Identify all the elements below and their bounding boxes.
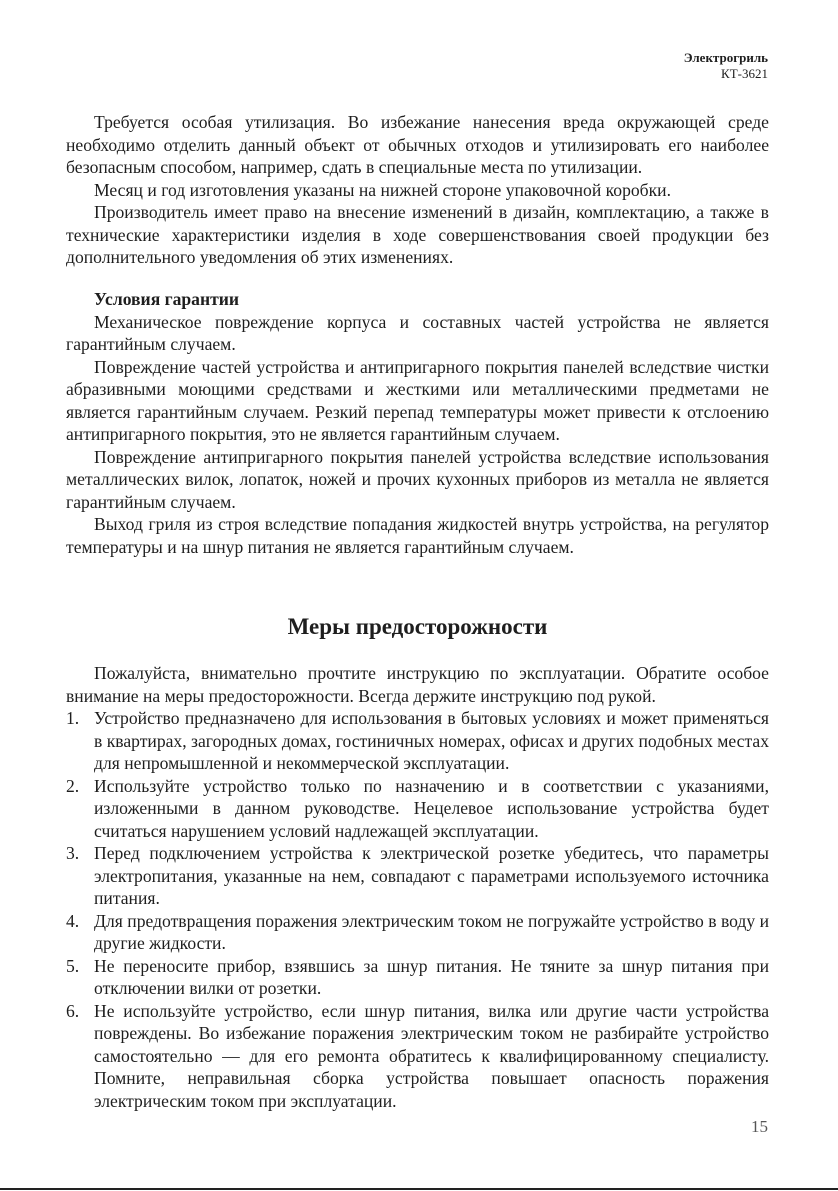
safety-intro: Пожалуйста, внимательно прочтите инструкцию по эксплуатации. Обратите особое внимание на меры предосторожности. Всегда держите инструкцию под рукой.: [66, 663, 769, 706]
list-item: [66, 955, 769, 1000]
safety-section: [66, 662, 769, 1112]
paragraph: Повреждение антипригарного покрытия панелей устройства вследствие использования металлических вилок, лопаток, ножей и прочих кухонных приборов из металла не является гарантийным случаем.: [66, 446, 769, 512]
paragraph: Требуется особая утилизация. Во избежание нанесения вреда окружающей среде необходимо отделить данный объект от обычных отходов и утилизировать его наиболее безопасным способом, например, сдать в специальные места по утилизации.: [66, 112, 769, 177]
section-title: Меры предосторожности: [287, 614, 548, 639]
list-number: 2.: [66, 775, 80, 796]
list-number: 3.: [66, 843, 80, 863]
paragraph: Механическое повреждение корпуса и составных частей устройства не является гарантийным случаем.: [66, 311, 769, 354]
warranty-heading: Условия гарантии: [94, 289, 240, 309]
page-header: [684, 50, 768, 82]
list-item: [66, 910, 769, 955]
list-item-text: Устройство предназначено для использования в бытовых условиях и может применяться в квартирах, загородных домах, гостиничных номерах, офисах и других подобных местах для непромышленной и некоммерческой эксплуатации.: [94, 708, 769, 773]
list-item: [66, 707, 769, 775]
paragraph: Выход гриля из строя вследствие попадания жидкостей внутрь устройства, на регулятор температуры и на шнур питания не является гарантийным случаем.: [66, 514, 769, 557]
list-item-text: Используйте устройство только по назначению и в соответствии с указаниями, изложенными в данном руководстве. Нецелевое использование устройства будет считаться нарушением условий надлежащей эксплуатации.: [94, 775, 769, 841]
paragraph: Производитель имеет право на внесение изменений в дизайн, комплектацию, а также в технические характеристики изделия в ходе совершенствования своей продукции без дополнительного уведомления об этих изменениях.: [66, 202, 769, 267]
list-item-text: Не переносите прибор, взявшись за шнур питания. Не тяните за шнур питания при отключении вилки от розетки.: [94, 955, 769, 998]
list-item-text: Не используйте устройство, если шнур питания, вилка или другие части устройства повреждены. Во избежание поражения электрическим током не разбирайте устройство самостоятельно — для его ремонта обратитесь к квалифицированному специалисту. Помните, неправильная сборка устройства повышает опасность поражения электрическим током при эксплуатации.: [94, 1000, 769, 1111]
safety-list: [66, 707, 769, 1112]
header-title: Электрогриль: [683, 50, 768, 65]
list-number: 5.: [66, 955, 80, 976]
list-item-text: Перед подключением устройства к электрической розетке убедитесь, что параметры электропитания, указанные на нем, совпадают с параметрами используемого источника питания.: [94, 843, 769, 908]
header-model: КТ-3621: [721, 66, 768, 81]
paragraph: Повреждение частей устройства и антипригарного покрытия панелей вследствие чистки абразивными моющими средствами и жесткими или металлическими предметами не является гарантийным случаем. Резкий перепад температуры может привести к отслоению антипригарного покрытия, это не является гарантийным случаем.: [66, 356, 769, 444]
list-item: [66, 1000, 769, 1113]
list-item: [66, 775, 769, 843]
list-number: 4.: [66, 910, 80, 931]
intro-section: [66, 111, 769, 269]
bottom-divider: [0, 1188, 838, 1190]
warranty-section: [66, 288, 769, 558]
page-number: 15: [751, 1117, 768, 1136]
list-item-text: Для предотвращения поражения электрическим током не погружайте устройство в воду и другие жидкости.: [94, 910, 769, 953]
list-number: 6.: [66, 1000, 80, 1021]
list-number: 1.: [66, 708, 80, 728]
list-item: [66, 842, 769, 910]
paragraph: Месяц и год изготовления указаны на нижней стороне упаковочной коробки.: [94, 179, 671, 200]
